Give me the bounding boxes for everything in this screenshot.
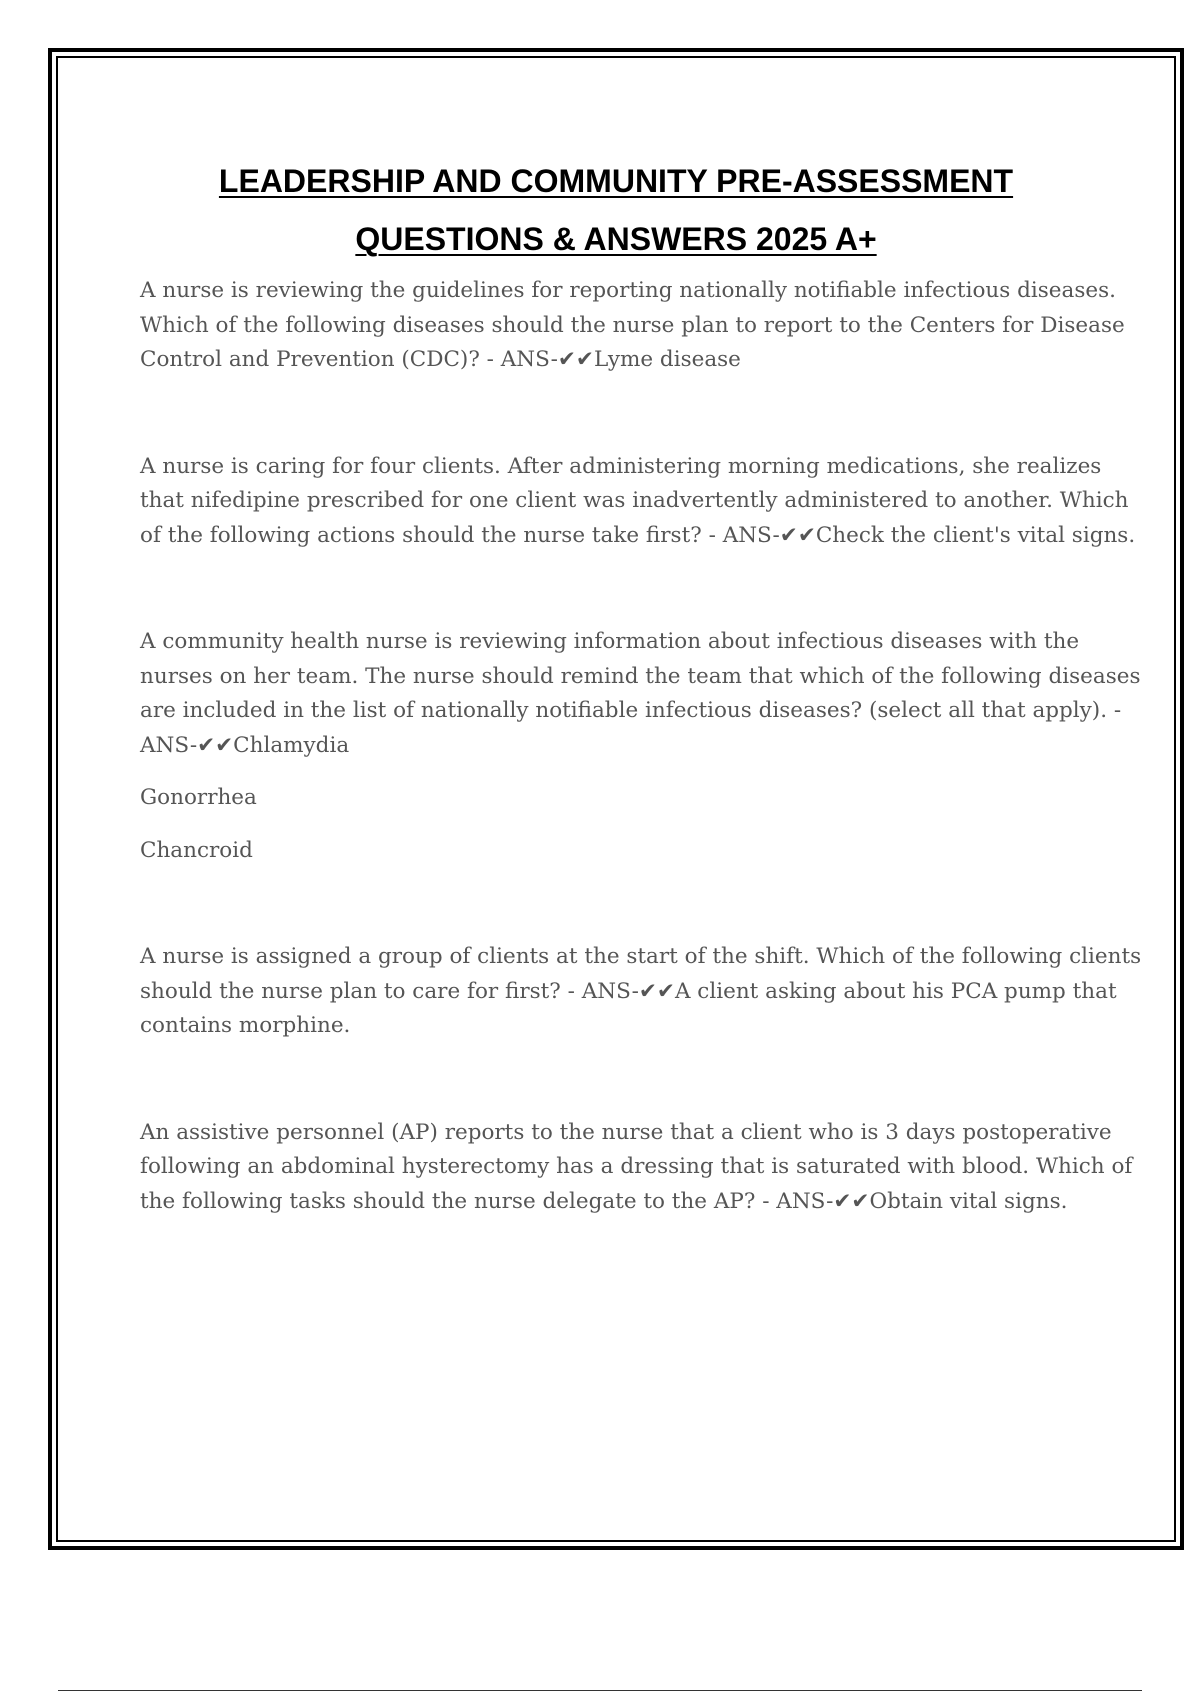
answer-extra: Chancroid [140, 837, 253, 863]
question-text: A nurse is caring for four clients. After administering morning medications, she realizes that nifedipine prescribed for one client was inadvertently administered to another. Which of the following actions should the nurse take first? - [140, 453, 1129, 548]
title-line-1: LEADERSHIP AND COMMUNITY PRE-ASSESSMENT [218, 163, 1014, 199]
answer-text: A client asking about his PCA pump that contains morphine. [140, 978, 1117, 1038]
page-border [48, 48, 1184, 1550]
qa-item [140, 274, 1150, 378]
answer-text: Chlamydia [233, 732, 350, 758]
document-title [52, 152, 1180, 268]
answer-extra: Gonorrhea [140, 785, 257, 810]
qa-paragraph [140, 625, 1150, 763]
qa-paragraph [140, 274, 1150, 378]
answer-marker: ANS-✔✔ [500, 347, 594, 372]
question-text: A nurse is reviewing the guidelines for reporting nationally notifiable infectious diseases. Which of the following diseases should the nurse plan to report to the Centers for Disease Control and Prevention (CDC)? - [140, 278, 1125, 372]
qa-item [140, 625, 1150, 868]
qa-list [140, 274, 1150, 1291]
answer-text: Check the client's vital signs. [815, 522, 1136, 548]
qa-item [140, 1116, 1150, 1220]
answer-marker: ANS-✔✔ [776, 1188, 870, 1214]
title-line-2: QUESTIONS & ANSWERS 2025 A+ [355, 221, 877, 257]
answer-marker: ANS-✔✔ [140, 732, 234, 758]
question-text: An assistive personnel (AP) reports to the nurse that a client who is 3 days postoperative following an abdominal hysterectomy has a dressing that is saturated with blood. Which of the following tasks should the nurse delegate to the AP? - [140, 1119, 1133, 1214]
qa-item [140, 940, 1150, 1044]
answer-text: Lyme disease [593, 347, 741, 372]
footer-rule [58, 1690, 1142, 1691]
question-text: A community health nurse is reviewing information about infectious diseases with the nurses on her team. The nurse should remind the team that which of the following diseases are included in the list of nationally notifiable infectious diseases? (select all that apply). - [140, 629, 1141, 723]
qa-paragraph [140, 1116, 1150, 1220]
answer-text: Obtain vital signs. [869, 1188, 1068, 1214]
question-text: A nurse is assigned a group of clients at the start of the shift. Which of the following clients should the nurse plan to care for first? - [140, 944, 1142, 1004]
answer-marker: ANS-✔✔ [722, 522, 816, 548]
answer-marker: ANS-✔✔ [581, 978, 675, 1004]
qa-paragraph [140, 940, 1150, 1044]
qa-paragraph [140, 450, 1150, 554]
qa-item [140, 450, 1150, 554]
